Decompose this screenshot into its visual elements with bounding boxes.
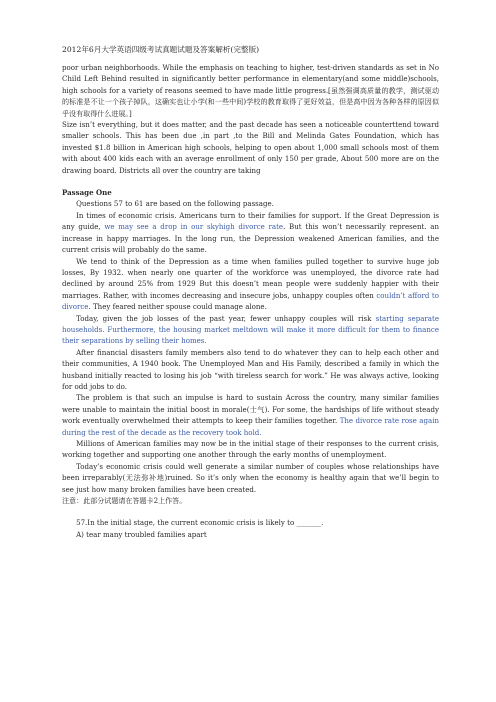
passage-paragraph-4: After financial disasters family members also tend to do whatever they can to help each other and their communities, A 1940 book. The Unemployed Man and His Family, described a family in which the husband initially reacted to losing his job “with tireless search for work.” He was always active, looking for odd jobs to do. xyxy=(62,347,439,391)
text-run: Today, given the job losses of the past year, fewer unhappy couples will risk xyxy=(76,313,376,323)
document-body xyxy=(62,62,439,540)
passage-paragraph-1 xyxy=(62,210,439,256)
text-run: We tend to think of the Depression as a time when families pulled together to survive huge job losses, By 1932. when nearly one quarter of the workforce was unemployed, the divorce rate had declined by around 25% from 1929 But this doesn’t mean people were suddenly happier with their marriages. Rather, with incomes decreasing and insecure jobs, unhappy couples often xyxy=(62,256,439,300)
highlighted-text: starting separate households. Furthermore, the housing market meltdown will make it more difficult for them to finance their separations by selling their homes. xyxy=(62,313,439,346)
passage-paragraph-2 xyxy=(62,256,439,313)
passage-paragraph-5 xyxy=(62,392,439,438)
highlighted-text: we may see a drop in our skyhigh divorce rate xyxy=(104,222,284,232)
paragraph-continued: poor urban neighborhoods. While the emphasis on teaching to higher, test-driven standards as set in No Child Left Behind resulted in significantly better performance in elementary(and some middle)schools, high schools for a variety of reasons seemed to have made little progress.[虽然强调高质量的教学，测试驱动的标准是不让一个孩子掉队，这确实也让小学(和一些中间)学校的教育取得了更好效益，但是高中因为各种各样的原因似乎没有取得什么进展。] xyxy=(62,63,439,118)
document-title: 2012年6月大学英语四级考试真题试题及答案解析(完整版) xyxy=(62,45,260,54)
passage-intro: Questions 57 to 61 are based on the following passage. xyxy=(76,199,274,209)
text-run: In times of economic crisis. Americans turn to their families for support. If the Great Depression is any guide, xyxy=(62,210,439,232)
passage-paragraph-7: Today’s economic crisis could well generate a similar number of couples whose relationships have been irreparably(无法弥补地)ruined. So it’s only when the economy is healthy again that we’ll begin to see just how many broken families have been created. xyxy=(62,461,439,494)
highlighted-text: couldn’t afford to divorce xyxy=(62,290,439,312)
text-run: . They feared neither spouse could manage alone. xyxy=(88,302,267,312)
paragraph-school-size: Size isn’t everything, but it does matter, and the past decade has seen a noticeable counterttend toward smaller schools. This has been due ,in part ,to the Bill and Melinda Gates Foundation, which has invested $1.8 billion in American high schools, helping to open about 1,000 small schools most of them with about 400 kids each with an average enrollment of only 150 per grade, About 500 more are on the drawing board. Districts all over the country are taking xyxy=(62,120,439,175)
question-57-stem: 57.In the initial stage, the current economic crisis is likely to _______. xyxy=(76,518,324,528)
highlighted-text: The divorce rate rose again during the rest of the decade as the recovery took hold. xyxy=(62,416,439,437)
passage-paragraph-6: Millions of American families may now be in the initial stage of their responses to the current crisis, working together and supporting one another through the early months of unemployment. xyxy=(62,439,439,460)
text-run: The problem is that such an impulse is hard to sustain Across the country, many similar families were unable to maintain the initial boost in morale(士气). For some, the hardships of life without steady work eventually overwhelmed their attempts to keep their families together. xyxy=(62,393,439,426)
text-run: . But this won’t necessarily represent. an increase in happy marriages. In the long run, the Depression weakened American families, and the current crisis will probably do the same. xyxy=(62,222,439,255)
passage-heading: Passage One xyxy=(62,188,112,198)
answer-sheet-note: 注意：此部分试题请在答题卡2上作答。 xyxy=(62,496,187,506)
passage-paragraph-3 xyxy=(62,313,439,347)
question-57-option-a: A) tear many troubled families apart xyxy=(76,529,207,539)
